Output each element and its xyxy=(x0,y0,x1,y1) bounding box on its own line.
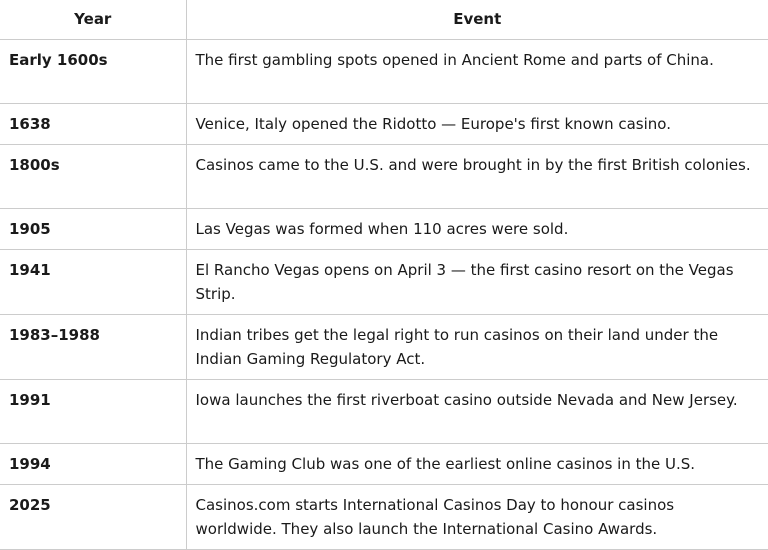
table-row xyxy=(0,250,768,315)
table-row xyxy=(0,380,768,444)
event-cell: The Gaming Club was one of the earliest online casinos in the U.S. xyxy=(186,444,768,485)
event-cell: Venice, Italy opened the Ridotto — Europe's first known casino. xyxy=(186,104,768,145)
year-column-header: Year xyxy=(0,0,186,40)
table-row xyxy=(0,444,768,485)
event-cell: Iowa launches the first riverboat casino outside Nevada and New Jersey. xyxy=(186,380,768,444)
year-cell: Early 1600s xyxy=(0,40,186,104)
header-row xyxy=(0,0,768,40)
year-cell: 1983–1988 xyxy=(0,315,186,380)
year-cell: 2025 xyxy=(0,485,186,550)
year-cell: 1800s xyxy=(0,145,186,209)
table-row xyxy=(0,209,768,250)
event-cell: Las Vegas was formed when 110 acres were sold. xyxy=(186,209,768,250)
year-cell: 1994 xyxy=(0,444,186,485)
table-row xyxy=(0,145,768,209)
event-cell: The first gambling spots opened in Ancient Rome and parts of China. xyxy=(186,40,768,104)
year-cell: 1991 xyxy=(0,380,186,444)
year-cell: 1638 xyxy=(0,104,186,145)
event-column-header: Event xyxy=(186,0,768,40)
event-cell: Casinos came to the U.S. and were brought in by the first British colonies. xyxy=(186,145,768,209)
table-row xyxy=(0,40,768,104)
year-cell: 1905 xyxy=(0,209,186,250)
table-row xyxy=(0,104,768,145)
event-cell: Casinos.com starts International Casinos Day to honour casinos worldwide. They also launch the International Casino Awards. xyxy=(186,485,768,550)
event-cell: Indian tribes get the legal right to run casinos on their land under the Indian Gaming Regulatory Act. xyxy=(186,315,768,380)
year-cell: 1941 xyxy=(0,250,186,315)
table-row xyxy=(0,315,768,380)
table-row xyxy=(0,485,768,550)
event-cell: El Rancho Vegas opens on April 3 — the first casino resort on the Vegas Strip. xyxy=(186,250,768,315)
